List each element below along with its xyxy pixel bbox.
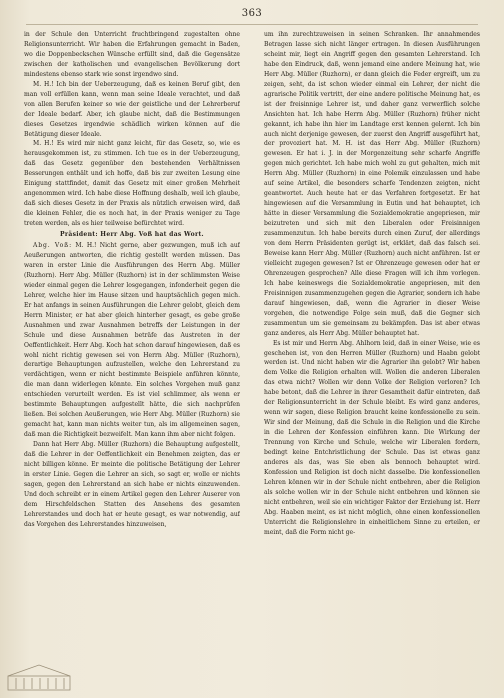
paragraph: Dann hat Herr Abg. Müller (Ruzhorn) die Behauptung aufgestellt, daß die Lehrer in der Oeffentlichkeit ein Benehmen zeigten, das er nicht billigen könne. Er meinte die politische Betätigung der Lehrer in erster Linie. Gegen die Lehrer an sich, so sagt er, wolle er nichts sagen, gegen den Lehrerstand an sich habe er nichts einzuwenden. Und doch schreibt er in einem Artikel gegen den Lehrer Auserer von dem Hirschfeldschen Statten des Ansehens des gesamten Lehrerstandes und doch hat er heute gesagt, es war notwendig, auf das Vorgehen des Lehrerstandes hinzuweisen, <box>24 441 240 528</box>
paragraph: Es ist mir und Herrn Abg. Ahlhorn leid, daß in einer Weise, wie es geschehen ist, von den Herren Müller (Ruzhorn) und Haabn gelobt werden ist. Und nicht haben wir die Agrarier ihn gelobt? Wir haben dem Volke die Religion erhalten will. Wollen die anderen Liberalen das etwa nicht? Wollen wir denn Volke der Religion verloren? Ich habe betont, daß die Lehrer in ihrer Gesamtheit dafür eintreten, daß der Religionsunterricht in der Schule bleibt. Es wird ganz anderes, wenn wir sagen, diese Religion braucht keine konfessionelle zu sein. Wir sind der Meinung, daß die Schule in die Religion und die Kirche in die Lehren der Konfession einführen kann. Die Wirkung der Trennung von Kirche und Schule, welche wir Liberalen fordern, bedingt keine Entchristlichung der Schule. Das ist etwas ganz anderes als das, was Sie eben als bennoch behauptet wird. Konfession und Religion ist doch nicht dasselbe. Die konfessionellen Lehren können wir in der Schule nicht entbehren, aber die Religion als solche wollen wir in der Schule nicht entbehren und können sie nicht entbehren, weil sie ein wichtiger Faktor der Erziehung ist. Herr Abg. Haaben meint, es ist nicht möglich, ohne einen konfessionellen Unterricht die Religionslehre in einheitlichem Sinne zu erteilen, er meint, daß die Form nicht ge- <box>264 339 480 536</box>
paragraph: in der Schule den Unterricht fruchtbringend zugestalten ohne Religionsunterricht. Wir haben die Erfahrungen gemacht in Baden, wo die Doppenbeckschen Wünsche erfüllt sind, daß die Gegensätze zwischen der katholischen und evangelischen Bevölkerung dort mindestens ebenso stark wie sonst irgendwo sind. <box>24 31 240 78</box>
paragraph: um ihn zurechtzuweisen in seinen Schranken. Ihr annahmendes Betragen lasse sich nicht länger ertragen. In diesen Ausführungen scheint mir, liegt ein Angriff gegen den gesamten Lehrerstand. Ich habe den Eindruck, daß, wenn jemand eine andere Meinung hat, wie Herr Abg. Müller (Ruzhorn), er dann gleich die Feder ergreift, um zu zeigen, seht, da ist schon wieder einmal ein Lehrer, der nicht die agrarische Politik vertritt, der eine andere politische Meinung hat, es ist der freisinnige Lehrer ist, und daher ganz verwerflich solche Ansichten hat. Ich habe Herrn Abg. Müller (Ruzhorn) früher nicht gekannt, ich habe ihn hier im Landtage erst kennen gelernt. Ich bin auch nicht derjenige gewesen, der zuerst den Angriff ausgeführt hat, der provoziert hat. M. H. ist das Herr Abg. Müller (Ruzhorn) gewesen. Er hat i. J. in der Morgenzeitung sehr scharfe Angriffe gegen mich gerichtet. Ich habe mich wohl zu gut gehalten, mich mit Herrn Abg. Müller (Ruzhorn) in eine Polemik einzulassen und habe auf seine Artikel, die besonders scharfe Tendenzen zeigten, nicht geantwortet. Auch heute hat er das Verfahren fortgesetzt. Er hat hingewiesen auf die Versammlung in Eutin und hat behauptet, ich hätte in dieser Versammlung die Sozialdemokratie angepriesen, mir beizutreten und sich mit den Liberalen oder Freisinnigen zusammenzutun. Ich habe bereits durch einen Zuruf, der allerdings von dem Herrn Präsidenten gerügt ist, erklärt, daß das falsch sei. Beweise kann Herr Abg. Müller (Ruzhorn) auch nicht anführen. Ist er vielleicht zugegen gewesen? Ist er Ohrenzeuge gewesen oder hat er Ohrenzeugen gesprochen? Alle diese Fragen will ich ihm vorlegen. Ich habe keineswegs die Sozialdemokratie angepriesen, mit den Freisinnigen zusammenzugehen gegen die Agrarier, sondern ich habe darauf hingewiesen, daß, wenn die Agrarier in dieser Weise vorgehen, die notwendige Folge sein muß, daß die Gegner sich zusammentun um sie gemeinsam zu bekämpfen. Das ist aber etwas ganz anderes, als Herr Abg. Müller behauptet hat. <box>264 31 480 337</box>
left-column <box>24 30 240 684</box>
speaker-heading <box>24 230 240 240</box>
speaker-name: Abg. Voß: <box>33 242 73 250</box>
header-rule <box>26 24 478 25</box>
paragraph: M. H.! Es wird mir nicht ganz leicht, für das Gesetz, so, wie es herausgekommen ist, zu stimmen. Ich tue es in der Ueberzeugung, daß das Gesetz gegenüber den bestehenden Verhältnissen Besserungen enthält und ich hoffe, daß bis zur zweiten Lesung eine Einigung stattfindet, damit das Gesetz mit einer großen Mehrheit angenommen wird. Ich habe diese Hoffnung deshalb, weil ich glaube, daß sich dieses Gesetz in der Praxis als nützlich erweisen wird, daß die kleinen Fehler, die es noch hat, in der Praxis weniger zu Tage treten werden, als es hier teilweise befürchtet wird. <box>24 140 240 228</box>
paragraph <box>24 241 240 440</box>
president-announcement: Präsident: Herr Abg. Voß hat das Wort. <box>60 231 204 239</box>
library-stamp-icon <box>4 662 74 692</box>
page-number: 363 <box>241 8 263 19</box>
paragraph: M. H.! Ich bin der Ueberzeugung, daß es keinen Beruf gibt, den man voll erfüllen kann, wenn man seine Ideale verachtet, und daß von allen Berufen keiner so wie der geistliche und der Lehrerberuf der Ideale bedarf. Aber, ich glaube nicht, daß die Bestimmungen dieses Gesetzes irgendwie schädlich wirken können auf die Betätigung dieser Ideale. <box>24 80 240 138</box>
speech-text: M. H.! Nicht gerne, aber gezwungen, muß ich auf Aeußerungen antworten, die richtig gestellt werden müssen. Das waren in erster Linie die Ausführungen des Herrn Abg. Müller (Ruzhorn). Herr Abg. Müller (Ruzhorn) ist in der schlimmsten Weise wieder einmal gegen die Lehrer losgegangen, infonderheit gegen die Lehrer, welche hier im Hause sitzen und hauptsächlich gegen mich. Er hat anfangs in seinen Ausführungen die Lehrer gelobt, gleich dem Herrn Minister, er hat aber gleich hinterher gesagt, es gebe große Ausnahmen und zwar Ausnahmen betreffs der Leistungen in der Schule und diese Ausnahmen beträfe das Austreten in der Oeffentlichkeit. Herr Abg. Koch hat schon darauf hingewiesen, daß es wohl nicht richtig gewesen sei von Herrn Abg. Müller (Ruzhorn), derartige Behauptungen aufzustellen, welche den Lehrerstand zu verdächtigen, wenn er nicht bestimmte Beispiele anführen könnte, die man dann widerlegen könnte. Ein solches Vorgehen muß ganz entschieden verurteilt werden. Es ist viel schlimmer, als wenn er bestimmte Behauptungen aufgestellt hätte, die sich nachprüfen ließen. Bei solchen Aeußerungen, wie Herr Abg. Müller (Ruzhorn) sie gemacht hat, kann man nichts weiter tun, als im allgemeinen sagen, daß man die Richtigkeit bezweifelt. Man kann ihm aber nicht folgen. <box>24 242 240 439</box>
right-column <box>264 30 480 684</box>
